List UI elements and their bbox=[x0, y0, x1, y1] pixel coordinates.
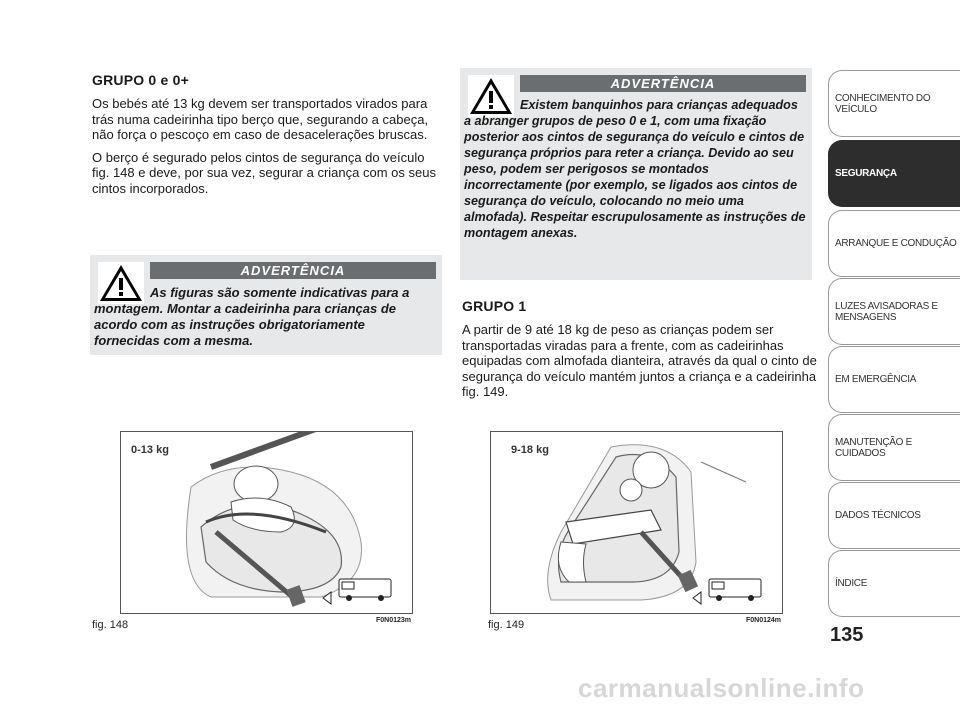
page-number: 135 bbox=[830, 624, 864, 646]
figure-weight-label: 9-18 kg bbox=[511, 444, 549, 456]
sidebar-tab-dados[interactable]: DADOS TÉCNICOS bbox=[828, 482, 960, 549]
warning-text: Existem banquinhos para crianças adequados a abranger grupos de peso 0 e 1, com uma fixação posterior aos cintos de segurança do veículo e cintos de segurança próprios para reter a criança. Devido ao seu peso, podem ser perigosos se montados incorrectamente (por exemplo, se ligados aos cintos de segurança do veículo, colocando no meio uma almofada). Respeitar escrupulosamente as instruções de montagem anexas. bbox=[464, 98, 806, 240]
left-text-block bbox=[92, 96, 437, 203]
infant-carrier-illustration bbox=[121, 432, 412, 613]
watermark: carmanualsonline.info bbox=[578, 673, 865, 703]
figure-weight-label: 0-13 kg bbox=[131, 444, 169, 456]
sidebar-tab-emergencia[interactable]: EM EMERGÊNCIA bbox=[828, 346, 960, 413]
section-heading-grupo-0: GRUPO 0 e 0+ bbox=[92, 72, 189, 88]
sidebar-tab-manutencao[interactable]: MANUTENÇÃO E CUIDADOS bbox=[828, 414, 960, 481]
warning-title: ADVERTÊNCIA bbox=[150, 262, 436, 279]
paragraph: A partir de 9 até 18 kg de peso as crianças podem ser transportadas viradas para a frente, com as cadeirinhas equipadas com almofada dianteira, através da qual o cinto de segurança do veículo mantém juntos a criança e a cadeirinha fig. 149. bbox=[462, 322, 817, 399]
right-text-block bbox=[462, 322, 822, 407]
figure-caption: fig. 149 bbox=[488, 619, 525, 631]
toddler-seat-illustration bbox=[491, 432, 782, 613]
sidebar-tab-arranque[interactable]: ARRANQUE E CONDUÇÃO bbox=[828, 210, 960, 277]
paragraph: Os bebés até 13 kg devem ser transportados virados para trás numa cadeirinha tipo berço que, segurando a cabeça, não força o pescoço em caso de desacelerações bruscas. bbox=[92, 96, 429, 142]
warning-title: ADVERTÊNCIA bbox=[520, 75, 806, 92]
figure-148 bbox=[120, 431, 413, 614]
paragraph: O berço é segurado pelos cintos de segurança do veículo fig. 148 e deve, por sua vez, segurar a criança com os seus cintos incorporados. bbox=[92, 149, 436, 196]
van-direction-icon bbox=[709, 579, 761, 601]
section-heading-grupo-1: GRUPO 1 bbox=[462, 298, 527, 314]
sidebar-tab-luzes[interactable]: LUZES AVISADORAS E MENSAGENS bbox=[828, 278, 960, 345]
figure-149 bbox=[490, 431, 783, 614]
sidebar-tab-seguranca[interactable]: SEGURANÇA bbox=[828, 140, 960, 207]
sidebar-tab-conhecimento[interactable]: CONHECIMENTO DO VEÍCULO bbox=[828, 70, 960, 137]
van-direction-icon bbox=[339, 579, 391, 601]
figure-code: F0N0123m bbox=[376, 617, 412, 624]
figure-caption: fig. 148 bbox=[92, 619, 129, 631]
figure-code: F0N0124m bbox=[746, 617, 782, 624]
warning-box bbox=[90, 255, 442, 355]
warning-text: As figuras são somente indicativas para a montagem. Montar a cadeirinha para crianças de acordo com as instruções obrigatoriamente fornecidas com a mesma. bbox=[94, 285, 410, 348]
sidebar-tab-indice[interactable]: ÍNDICE bbox=[828, 550, 960, 617]
warning-box bbox=[460, 68, 812, 280]
